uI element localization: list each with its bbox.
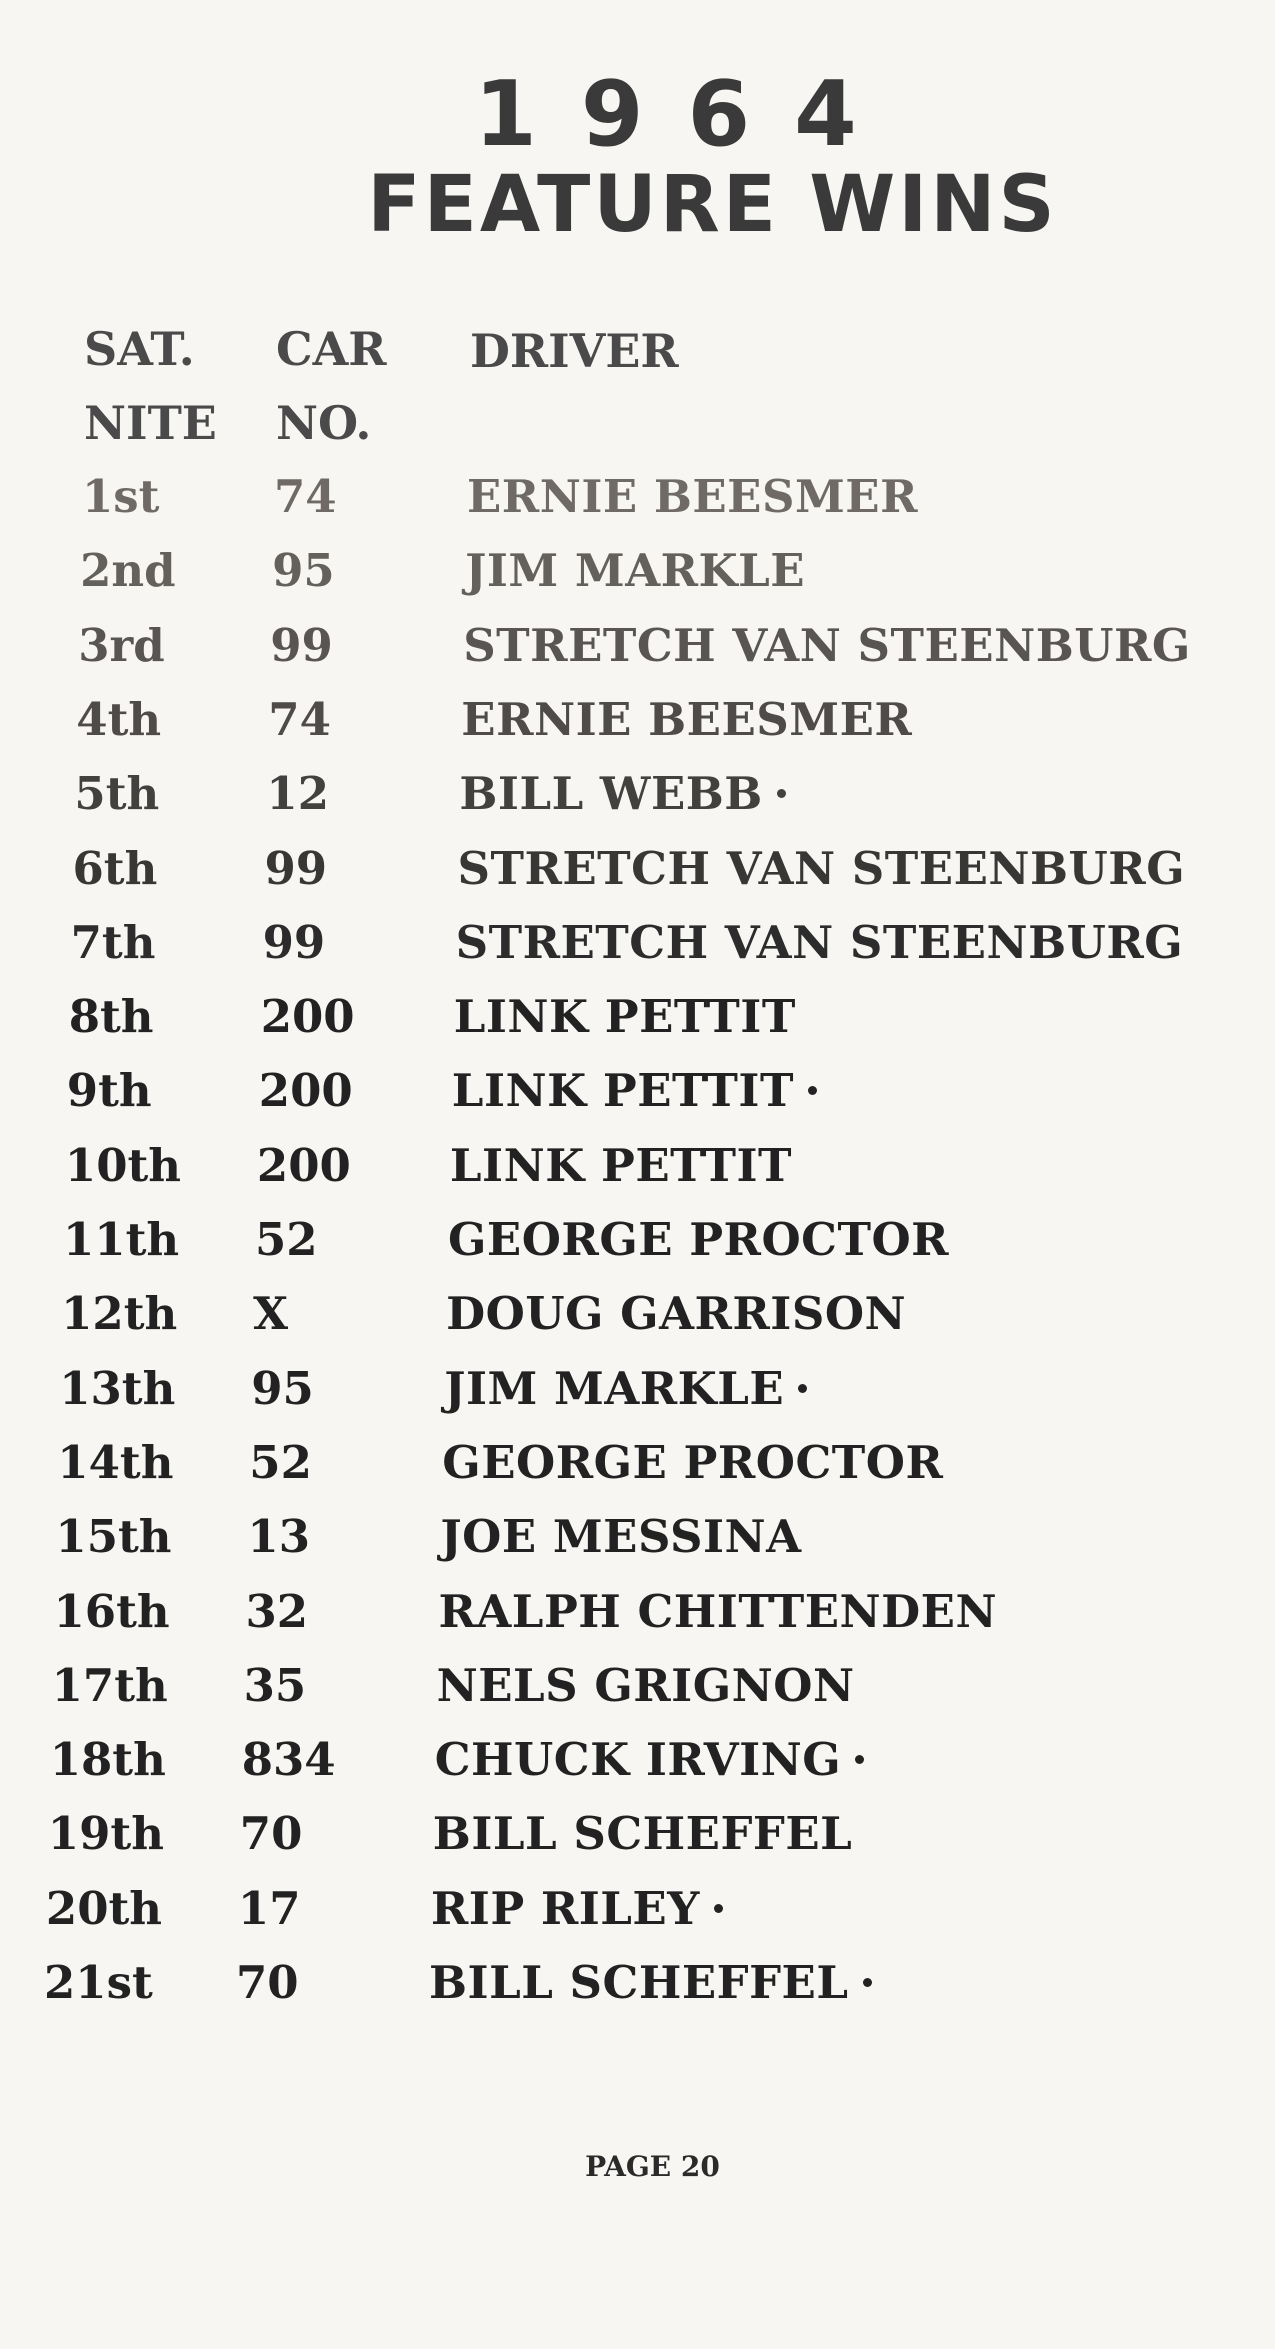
driver-name: ERNIE BEESMER (461, 692, 913, 746)
title-heading: FEATURE WINS (367, 160, 1058, 250)
driver-cell (444, 1362, 807, 1415)
driver-name: BILL WEBB (459, 767, 763, 821)
driver-name: STRETCH VAN STEENBURG (455, 915, 1184, 969)
driver-name: RALPH CHITTENDEN (438, 1584, 998, 1638)
bullet-marker-icon (777, 789, 786, 798)
car-number-cell: 13 (247, 1510, 311, 1564)
driver-cell (448, 1213, 949, 1266)
car-number-cell: 35 (243, 1658, 307, 1712)
driver-cell (456, 916, 1184, 969)
car-number-cell: 95 (251, 1361, 314, 1415)
driver-name: BILL SCHEFFEL (429, 1956, 849, 2009)
driver-cell (435, 1733, 865, 1786)
driver-name: JIM MARKLE (465, 544, 806, 598)
saturday-nite-cell: 20th (45, 1881, 163, 1935)
driver-name: NELS GRIGNON (436, 1658, 855, 1712)
header-car: CAR (276, 322, 387, 376)
driver-name: STRETCH VAN STEENBURG (457, 841, 1186, 895)
driver-cell (450, 1139, 792, 1192)
car-number-cell: 12 (266, 767, 330, 821)
car-number-cell: 200 (258, 1064, 353, 1118)
driver-name: DOUG GARRISON (446, 1287, 907, 1341)
driver-name: LINK PETTIT (453, 990, 796, 1044)
car-number-cell: 74 (268, 692, 331, 746)
header-car-no: NO. (276, 396, 372, 450)
car-number-cell: 70 (239, 1807, 303, 1861)
saturday-nite-cell: 15th (55, 1510, 172, 1564)
driver-cell (454, 990, 796, 1043)
bullet-marker-icon (863, 1978, 872, 1987)
driver-cell (446, 1287, 906, 1340)
driver-cell (458, 842, 1186, 895)
driver-name: GEORGE PROCTOR (442, 1435, 944, 1489)
saturday-nite-cell: 9th (66, 1064, 152, 1118)
header-sat: SAT. (84, 322, 195, 376)
driver-cell (431, 1882, 723, 1935)
bullet-marker-icon (808, 1086, 817, 1095)
driver-name: STRETCH VAN STEENBURG (463, 618, 1191, 672)
driver-name: ERNIE BEESMER (467, 470, 918, 523)
driver-cell (461, 693, 912, 746)
driver-cell (433, 1807, 853, 1860)
driver-name: CHUCK IRVING (434, 1733, 842, 1787)
saturday-nite-cell: 4th (76, 692, 162, 746)
saturday-nite-cell: 1st (82, 470, 160, 523)
saturday-nite-cell: 3rd (78, 618, 165, 672)
driver-cell (459, 767, 785, 820)
car-number-cell: 70 (236, 1956, 299, 2009)
car-number-cell: 74 (274, 470, 337, 523)
page-number: PAGE 20 (585, 2150, 720, 2183)
driver-name: JIM MARKLE (444, 1361, 785, 1415)
saturday-nite-cell: 8th (68, 990, 154, 1044)
driver-name: LINK PETTIT (451, 1064, 794, 1118)
saturday-nite-cell: 7th (70, 915, 156, 969)
driver-name: JOE MESSINA (440, 1510, 802, 1564)
car-number-cell: 95 (272, 544, 335, 598)
driver-name: BILL SCHEFFEL (432, 1807, 853, 1861)
saturday-nite-cell: 11th (63, 1213, 180, 1266)
driver-name: LINK PETTIT (449, 1138, 793, 1192)
car-number-cell: 52 (255, 1213, 318, 1266)
driver-cell (442, 1436, 943, 1489)
car-number-cell: 99 (262, 915, 326, 969)
driver-cell (429, 1956, 872, 2009)
saturday-nite-cell: 13th (59, 1361, 176, 1415)
title-year: 1964 (474, 62, 901, 167)
car-number-cell: 200 (260, 990, 355, 1044)
saturday-nite-cell: 17th (51, 1658, 168, 1712)
driver-cell (465, 544, 805, 597)
header-driver: DRIVER (470, 324, 679, 378)
car-number-cell: 99 (270, 618, 333, 672)
driver-name: RIP RILEY (430, 1881, 700, 1935)
saturday-nite-cell: 6th (72, 841, 158, 895)
car-number-cell: 99 (264, 841, 328, 895)
driver-cell (452, 1064, 817, 1117)
car-number-cell: 52 (249, 1435, 312, 1489)
driver-cell (463, 619, 1191, 672)
saturday-nite-cell: 21st (44, 1956, 153, 2009)
driver-cell (467, 470, 918, 523)
saturday-nite-cell: 12th (61, 1287, 178, 1341)
saturday-nite-cell: 5th (74, 767, 160, 821)
car-number-cell: 200 (256, 1138, 351, 1192)
saturday-nite-cell: 2nd (80, 544, 176, 598)
saturday-nite-cell: 16th (53, 1584, 170, 1638)
saturday-nite-cell: 14th (57, 1435, 174, 1489)
car-number-cell: 834 (241, 1733, 336, 1787)
header-nite: NITE (84, 396, 217, 450)
bullet-marker-icon (855, 1755, 864, 1764)
driver-cell (440, 1510, 801, 1563)
car-number-cell: X (253, 1287, 289, 1341)
saturday-nite-cell: 10th (64, 1138, 182, 1192)
car-number-cell: 17 (237, 1881, 301, 1935)
driver-cell (437, 1659, 855, 1712)
bullet-marker-icon (798, 1384, 807, 1393)
driver-cell (439, 1585, 998, 1638)
saturday-nite-cell: 18th (49, 1733, 166, 1787)
driver-name: GEORGE PROCTOR (448, 1213, 950, 1266)
car-number-cell: 32 (245, 1584, 309, 1638)
saturday-nite-cell: 19th (47, 1807, 164, 1861)
bullet-marker-icon (714, 1904, 723, 1913)
